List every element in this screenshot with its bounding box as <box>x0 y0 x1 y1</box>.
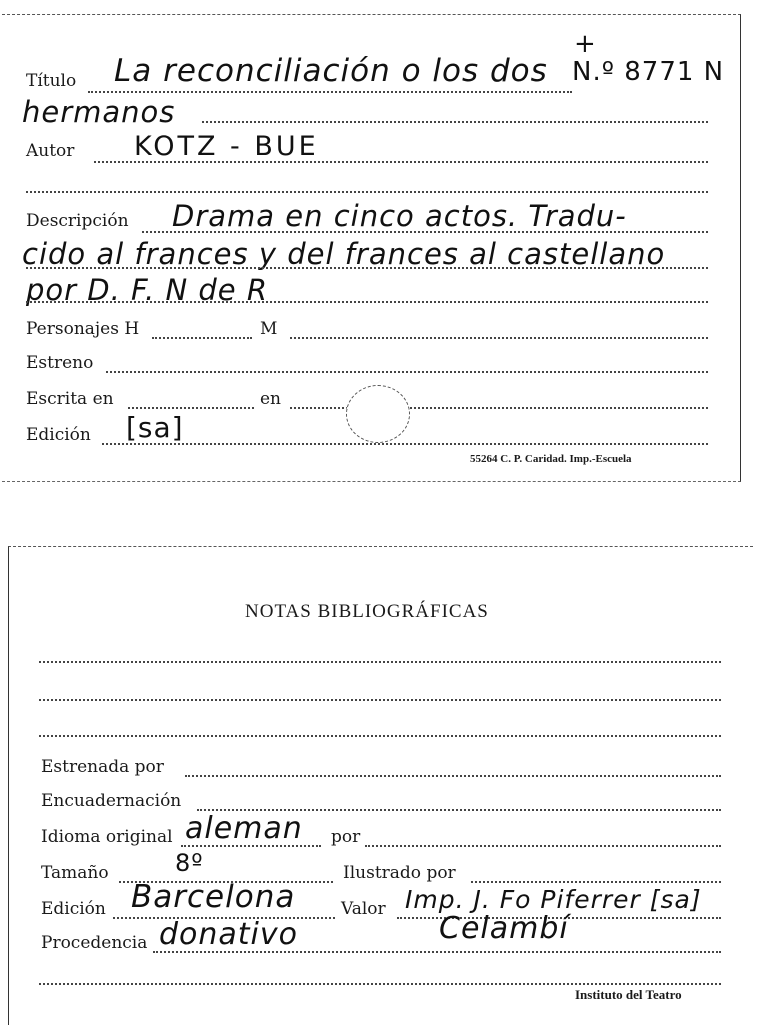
edicion-back-value: Barcelona <box>131 879 296 915</box>
personajes-m-line <box>290 337 708 339</box>
personajes-h-line <box>152 337 252 339</box>
autor-label: Autor <box>26 141 75 161</box>
punch-hole <box>346 385 410 443</box>
titulo-value-continued: hermanos <box>22 95 176 129</box>
personajes-label: Personajes H <box>26 319 140 339</box>
descripcion-line-2 <box>26 267 708 269</box>
descripcion-value-3: por D. F. N de R <box>26 273 268 307</box>
idioma-label: Idioma original <box>41 827 173 847</box>
encuadernacion-label: Encuadernación <box>41 791 182 811</box>
titulo-line-2 <box>202 121 708 123</box>
ilustrado-label: Ilustrado por <box>343 863 456 883</box>
autor-value: KOTZ - BUE <box>134 131 319 162</box>
notas-line-3 <box>39 735 721 737</box>
institution-name: Instituto del Teatro <box>575 987 682 1002</box>
escrita-en-label: en <box>260 389 282 409</box>
notas-line-2 <box>39 699 721 701</box>
procedencia-label: Procedencia <box>41 933 148 953</box>
idioma-value: aleman <box>185 811 303 846</box>
titulo-line <box>88 91 572 93</box>
personajes-m-label: M <box>260 319 278 339</box>
cross-mark: + <box>574 29 597 59</box>
notas-heading: NOTAS BIBLIOGRÁFICAS <box>245 601 489 622</box>
titulo-label: Título <box>26 71 77 91</box>
ilustrado-line <box>471 881 721 883</box>
notas-line-1 <box>39 661 721 663</box>
edicion-value: [sa] <box>126 411 184 444</box>
procedencia-line-2 <box>39 983 721 985</box>
tamano-label: Tamaño <box>41 863 109 883</box>
descripcion-label: Descripción <box>26 211 129 231</box>
titulo-value: La reconciliación o los dos <box>114 53 548 89</box>
printer-note: 55264 C. P. Caridad. Imp.-Escuela <box>470 453 632 465</box>
valor-label: Valor <box>341 899 386 919</box>
tamano-value: 8º <box>175 849 204 877</box>
edicion-back-label: Edición <box>41 899 106 919</box>
estrenada-label: Estrenada por <box>41 757 164 777</box>
valor-value: Imp. J. Fo Piferrer [sa] <box>405 885 702 914</box>
descripcion-value-1: Drama en cinco actos. Tradu- <box>172 199 627 233</box>
edicion-line <box>102 443 708 445</box>
estreno-line <box>106 371 708 373</box>
procedencia-value: donativo <box>159 917 299 952</box>
idioma-por-label: por <box>331 827 361 847</box>
catalog-card-back <box>8 546 753 1025</box>
escrita-label: Escrita en <box>26 389 114 409</box>
estreno-label: Estreno <box>26 353 94 373</box>
idioma-por-line <box>365 845 721 847</box>
descripcion-line-3 <box>26 301 708 303</box>
estrenada-line <box>185 775 721 777</box>
catalog-number: N.º 8771 N <box>572 57 725 87</box>
catalog-card-front <box>2 14 741 482</box>
descripcion-value-2: cido al frances y del frances al castellano <box>22 237 666 271</box>
autor-line-2 <box>26 191 708 193</box>
edicion-label: Edición <box>26 425 91 445</box>
escrita-line <box>128 407 254 409</box>
procedencia-value-2: Celambí <box>439 911 569 946</box>
